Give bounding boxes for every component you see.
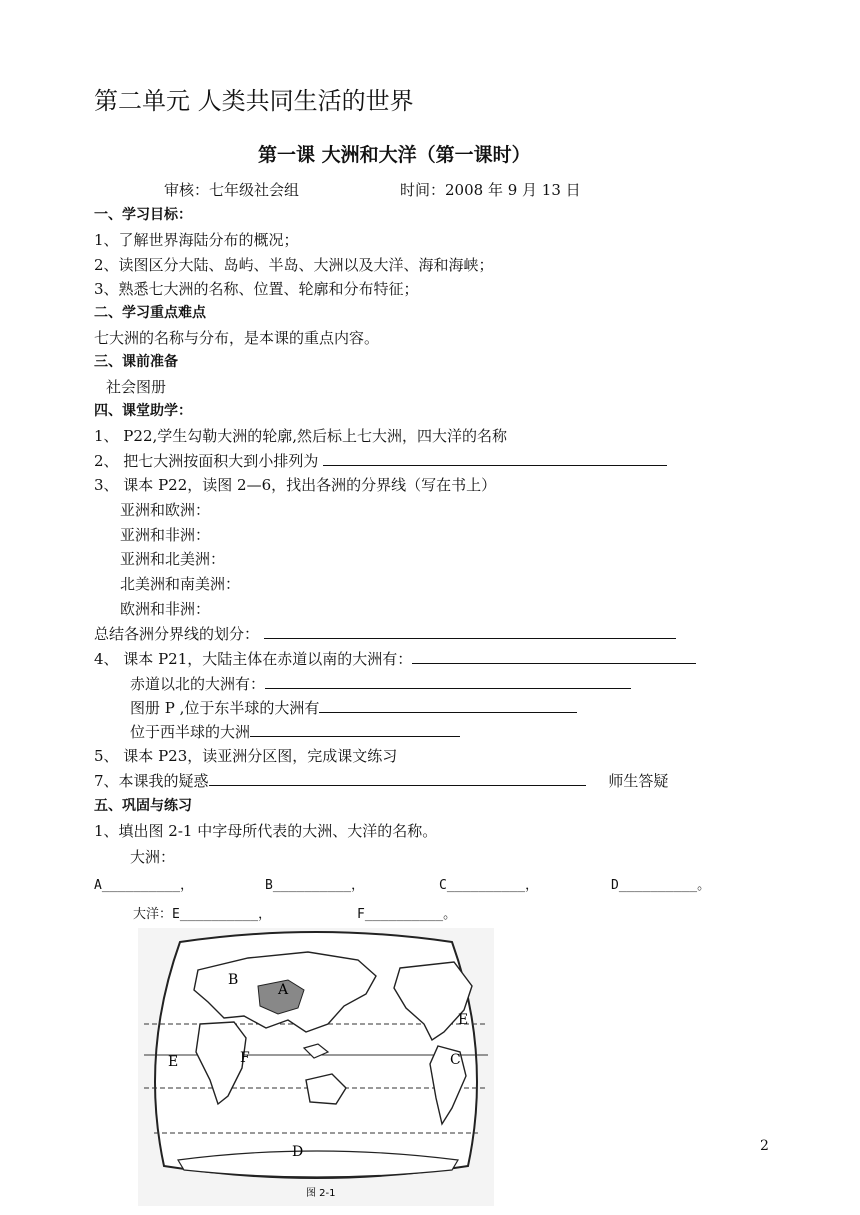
map-letter-c: C xyxy=(450,1052,461,1068)
continent-label: 大洲： xyxy=(130,848,176,866)
unit-title: 第二单元 人类共同生活的世界 xyxy=(94,87,414,115)
question-7: 7、本课我的疑惑 师生答疑 xyxy=(94,772,669,790)
boundary-item: 欧洲和非洲： xyxy=(120,600,211,618)
question-1: 1、 P22,学生勾勒大洲的轮廓,然后标上七大洲，四大洋的名称 xyxy=(94,427,508,445)
preparation-text: 社会图册 xyxy=(106,378,167,396)
blank-e[interactable]: 大洋：E__________， xyxy=(133,907,272,922)
boundary-item: 亚洲和欧洲： xyxy=(120,501,211,519)
map-letter-a: A xyxy=(278,982,289,998)
question-4-north: 赤道以北的大洲有： xyxy=(130,674,631,694)
blank-b[interactable]: B__________， xyxy=(265,878,365,893)
blank-f[interactable]: F__________。 xyxy=(357,907,457,922)
map-caption: 图 2-1 xyxy=(306,1188,336,1199)
lesson-title: 第一课 大洲和大洋（第一课时） xyxy=(258,144,531,166)
blank-a[interactable]: A__________， xyxy=(94,878,194,893)
question-2: 2、 把七大洲按面积大到小排列为 xyxy=(94,451,667,471)
map-letter-e-right: E xyxy=(458,1012,469,1028)
map-letter-d: D xyxy=(292,1144,304,1160)
question-4: 4、 课本 P21，大陆主体在赤道以南的大洲有： xyxy=(94,649,696,669)
answer-blank[interactable] xyxy=(319,698,577,713)
section-heading-preparation: 三、课前准备 xyxy=(94,354,178,370)
question-4-west: 位于西半球的大洲 xyxy=(130,722,460,742)
objective-item: 3、熟悉七大洲的名称、位置、轮廓和分布特征； xyxy=(94,280,419,298)
section-heading-key-points: 二、学习重点难点 xyxy=(94,305,206,321)
date: 时间：2008 年 9 月 13 日 xyxy=(400,181,581,199)
answer-blank[interactable] xyxy=(264,624,676,639)
objective-item: 2、读图区分大陆、岛屿、半岛、大洲以及大洋、海和海峡； xyxy=(94,256,494,274)
world-map-figure xyxy=(138,928,494,1206)
answer-blank[interactable] xyxy=(265,674,631,689)
question-4-east: 图册 P ,位于东半球的大洲有 xyxy=(130,698,577,718)
section-heading-objectives: 一、学习目标： xyxy=(94,207,192,223)
answer-blank[interactable] xyxy=(250,722,460,737)
boundary-item: 北美洲和南美洲： xyxy=(120,575,241,593)
question-3: 3、 课本 P22，读图 2—6，找出各洲的分界线（写在书上） xyxy=(94,476,497,494)
blank-d[interactable]: D__________。 xyxy=(611,878,711,893)
map-letter-e-left: E xyxy=(168,1054,179,1070)
map-letter-b: B xyxy=(228,972,239,988)
answer-blank[interactable] xyxy=(323,451,667,466)
map-letter-f: F xyxy=(240,1050,250,1066)
answer-blank[interactable] xyxy=(209,771,586,786)
reviewer: 审核：七年级社会组 xyxy=(164,181,300,199)
practice-question-1: 1、填出图 2-1 中字母所代表的大洲、大洋的名称。 xyxy=(94,822,438,840)
key-points-text: 七大洲的名称与分布，是本课的重点内容。 xyxy=(94,329,380,347)
objective-item: 1、了解世界海陆分布的概况； xyxy=(94,231,299,249)
blank-c[interactable]: C__________， xyxy=(439,878,539,893)
summary-line: 总结各洲分界线的划分： xyxy=(94,624,676,644)
page-number: 2 xyxy=(760,1138,769,1154)
boundary-item: 亚洲和非洲： xyxy=(120,526,211,544)
section-heading-classroom: 四、课堂助学： xyxy=(94,403,192,419)
question-5: 5、 课本 P23，读亚洲分区图，完成课文练习 xyxy=(94,747,398,765)
answer-blank[interactable] xyxy=(412,649,696,664)
boundary-item: 亚洲和北美洲： xyxy=(120,550,226,568)
section-heading-practice: 五、巩固与练习 xyxy=(94,798,192,814)
